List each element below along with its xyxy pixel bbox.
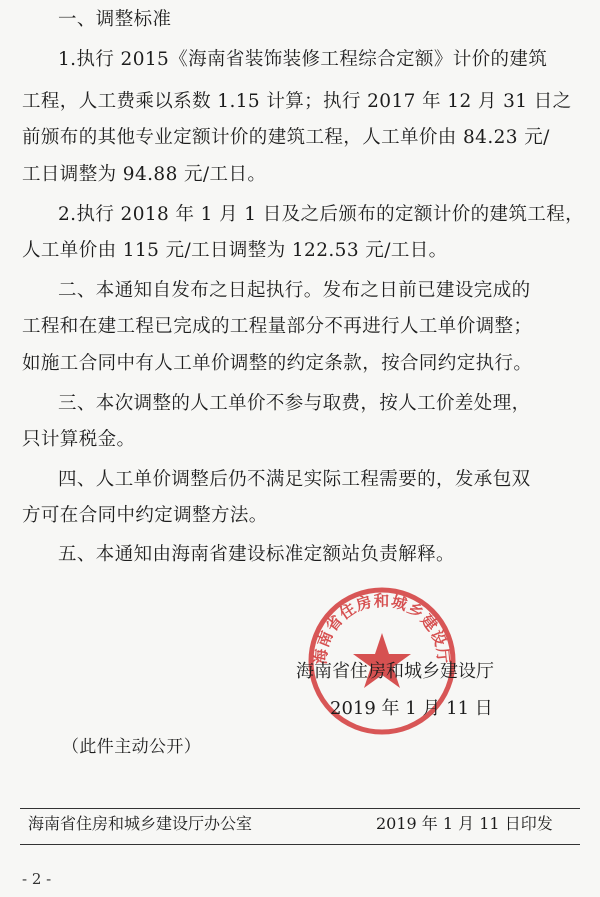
disclosure-note: （此件主动公开） (62, 737, 202, 757)
footer-print-date: 2019 年 1 月 11 日印发 (376, 814, 553, 833)
paragraph-line: 只计算税金。 (22, 429, 136, 450)
paragraph-line: 人工单价由 115 元/工日调整为 122.53 元/工日。 (22, 240, 448, 261)
section-heading-5: 五、本通知由海南省建设标准定额站负责解释。 (58, 544, 455, 565)
paragraph-line: 1.执行 2015《海南省装饰装修工程综合定额》计价的建筑 (58, 49, 548, 70)
paragraph-line: 工日调整为 94.88 元/工日。 (22, 164, 267, 185)
section-heading-1: 一、调整标准 (58, 9, 172, 30)
paragraph-line: 工程和在建工程已完成的工程量部分不再进行人工单价调整； (22, 316, 533, 337)
signature-date: 2019 年 1 月 11 日 (330, 698, 493, 719)
footer-top-rule (20, 808, 580, 809)
seal-text: 海南省住房和城乡建设厅 (311, 591, 453, 666)
paragraph-line: 方可在合同中约定调整方法。 (22, 505, 268, 526)
paragraph-line: 工程，人工费乘以系数 1.15 计算；执行 2017 年 12 月 31 日之 (22, 91, 572, 112)
section-heading-4: 四、人工单价调整后仍不满足实际工程需要的，发承包双 (58, 469, 531, 490)
paragraph-line: 如施工合同中有人工单价调整的约定条款，按合同约定执行。 (22, 353, 533, 374)
signature-organization: 海南省住房和城乡建设厅 (296, 661, 494, 682)
footer-issuing-office: 海南省住房和城乡建设厅办公室 (28, 814, 253, 833)
section-heading-2: 二、本通知自发布之日起执行。发布之日前已建设完成的 (58, 280, 531, 301)
page-number: - 2 - (22, 870, 52, 888)
footer-bottom-rule (20, 844, 580, 845)
paragraph-line: 2.执行 2018 年 1 月 1 日及之后颁布的定额计价的建筑工程， (58, 204, 585, 225)
paragraph-line: 前颁布的其他专业定额计价的建筑工程，人工单价由 84.23 元/ (22, 127, 550, 148)
section-heading-3: 三、本次调整的人工单价不参与取费，按人工价差处理， (58, 393, 531, 414)
